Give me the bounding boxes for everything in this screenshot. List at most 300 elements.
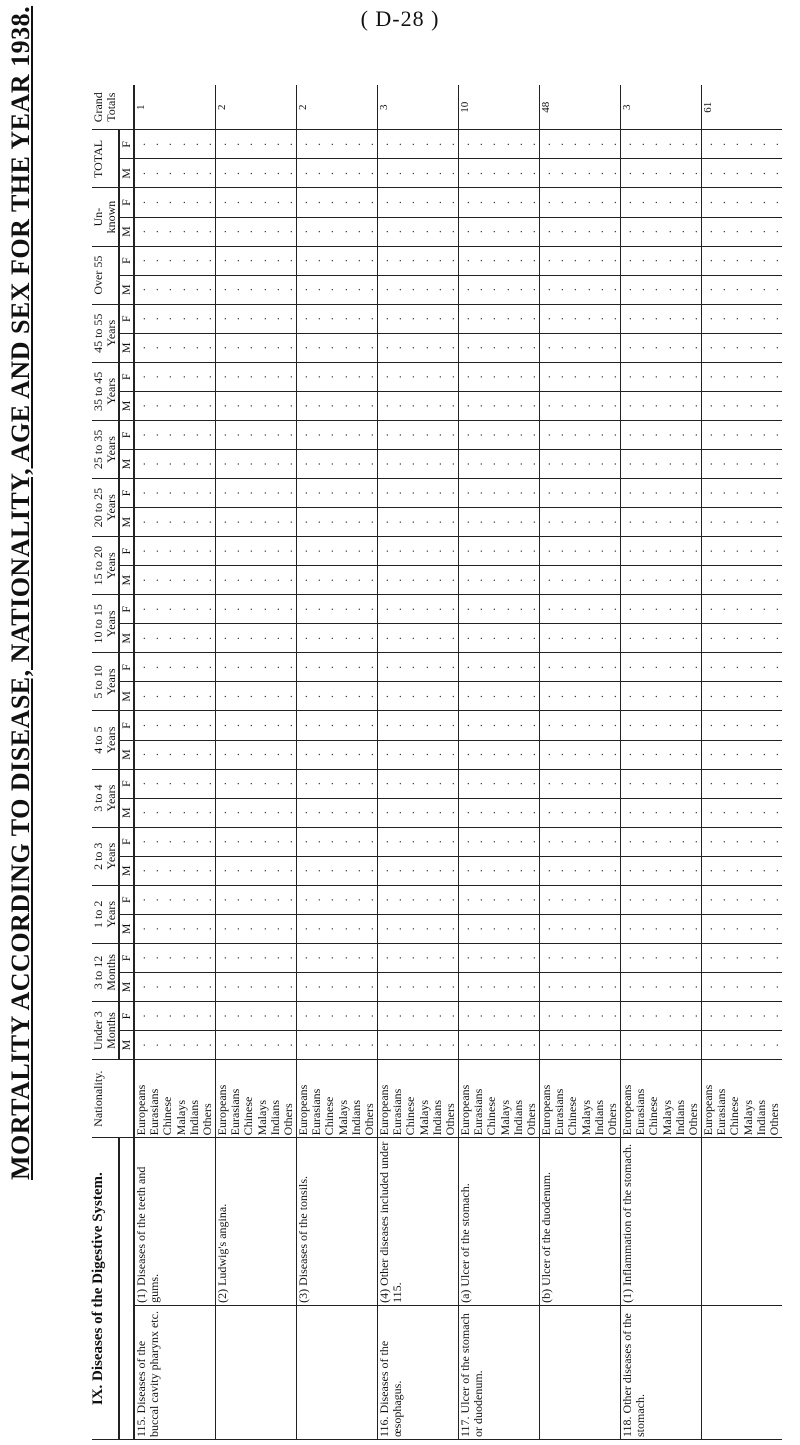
empty-dot: . <box>280 433 295 437</box>
empty-dot: . <box>740 317 755 321</box>
empty-dot: . <box>484 491 499 495</box>
empty-dot: . <box>591 811 606 815</box>
empty-dot: . <box>134 142 148 146</box>
empty-dot: . <box>659 694 674 698</box>
empty-dot: . <box>254 462 269 466</box>
empty-dot: . <box>766 375 781 379</box>
empty-dot: . <box>766 1043 781 1047</box>
empty-dot: . <box>458 462 472 466</box>
empty-dot: . <box>510 1014 525 1018</box>
empty-dot: . <box>215 171 229 175</box>
empty-dot: . <box>753 782 768 786</box>
empty-dot: . <box>377 840 391 844</box>
empty-dot: . <box>659 1014 674 1018</box>
count-cell <box>540 130 621 159</box>
count-cell <box>216 275 297 304</box>
empty-dot: . <box>348 549 363 553</box>
empty-dot: . <box>134 404 148 408</box>
empty-dot: . <box>186 1014 201 1018</box>
empty-dot: . <box>241 1043 256 1047</box>
empty-dot: . <box>442 230 457 234</box>
count-cell <box>540 420 621 449</box>
empty-dot: . <box>241 433 256 437</box>
empty-dot: . <box>241 1014 256 1018</box>
count-cell <box>702 304 783 333</box>
empty-dot: . <box>416 782 431 786</box>
count-cell <box>540 972 621 1001</box>
empty-dot: . <box>523 753 538 757</box>
empty-dot: . <box>659 898 674 902</box>
empty-dot: . <box>403 1043 418 1047</box>
empty-dot: . <box>766 404 781 408</box>
empty-dot: . <box>539 462 553 466</box>
empty-dot: . <box>510 723 525 727</box>
count-cell <box>459 537 540 566</box>
empty-dot: . <box>620 404 634 408</box>
empty-dot: . <box>484 753 499 757</box>
empty-dot: . <box>147 723 162 727</box>
empty-dot: . <box>361 230 376 234</box>
empty-dot: . <box>701 404 715 408</box>
empty-dot: . <box>280 694 295 698</box>
empty-dot: . <box>484 578 499 582</box>
count-cell <box>134 653 216 682</box>
count-cell <box>702 159 783 188</box>
empty-dot: . <box>633 956 648 960</box>
empty-dot: . <box>753 259 768 263</box>
empty-dot: . <box>578 811 593 815</box>
empty-dot: . <box>348 927 363 931</box>
empty-dot: . <box>228 1043 243 1047</box>
empty-dot: . <box>134 433 148 437</box>
empty-dot: . <box>442 869 457 873</box>
empty-dot: . <box>685 723 700 727</box>
empty-dot: . <box>714 346 729 350</box>
count-cell <box>540 159 621 188</box>
empty-dot: . <box>659 782 674 786</box>
empty-dot: . <box>309 723 324 727</box>
empty-dot: . <box>659 607 674 611</box>
empty-dot: . <box>416 142 431 146</box>
nationality-label: Indians <box>186 1099 201 1136</box>
empty-dot: . <box>416 753 431 757</box>
empty-dot: . <box>727 142 742 146</box>
count-cell <box>216 188 297 217</box>
empty-dot: . <box>714 753 729 757</box>
count-cell <box>297 479 378 508</box>
empty-dot: . <box>416 171 431 175</box>
empty-dot: . <box>458 578 472 582</box>
empty-dot: . <box>228 811 243 815</box>
empty-dot: . <box>390 1043 405 1047</box>
empty-dot: . <box>416 346 431 350</box>
empty-dot: . <box>620 1014 634 1018</box>
count-cell <box>702 1031 783 1060</box>
empty-dot: . <box>186 811 201 815</box>
empty-dot: . <box>685 230 700 234</box>
count-cell <box>459 188 540 217</box>
empty-dot: . <box>335 549 350 553</box>
empty-dot: . <box>241 375 256 379</box>
empty-dot: . <box>173 1043 188 1047</box>
count-cell <box>540 362 621 391</box>
empty-dot: . <box>280 636 295 640</box>
empty-dot: . <box>753 201 768 205</box>
empty-dot: . <box>361 375 376 379</box>
empty-dot: . <box>633 171 648 175</box>
nationality-label: Indians <box>429 1099 444 1136</box>
count-cell <box>216 885 297 914</box>
empty-dot: . <box>766 782 781 786</box>
empty-dot: . <box>267 201 282 205</box>
count-cell <box>621 769 702 798</box>
empty-dot: . <box>714 694 729 698</box>
empty-dot: . <box>215 811 229 815</box>
empty-dot: . <box>228 607 243 611</box>
empty-dot: . <box>766 433 781 437</box>
empty-dot: . <box>591 723 606 727</box>
empty-dot: . <box>523 549 538 553</box>
empty-dot: . <box>552 259 567 263</box>
empty-dot: . <box>403 404 418 408</box>
empty-dot: . <box>591 520 606 524</box>
empty-dot: . <box>497 811 512 815</box>
count-cell <box>134 769 216 798</box>
empty-dot: . <box>646 607 661 611</box>
count-cell <box>378 508 459 537</box>
empty-dot: . <box>160 171 175 175</box>
empty-dot: . <box>134 1043 148 1047</box>
empty-dot: . <box>361 811 376 815</box>
empty-dot: . <box>539 869 553 873</box>
empty-dot: . <box>753 1014 768 1018</box>
empty-dot: . <box>390 171 405 175</box>
empty-dot: . <box>565 723 580 727</box>
empty-dot: . <box>497 782 512 786</box>
empty-dot: . <box>565 956 580 960</box>
empty-dot: . <box>160 694 175 698</box>
empty-dot: . <box>484 869 499 873</box>
empty-dot: . <box>604 840 619 844</box>
disease-group-row <box>621 85 702 1440</box>
empty-dot: . <box>390 462 405 466</box>
count-cell <box>540 188 621 217</box>
empty-dot: . <box>186 985 201 989</box>
empty-dot: . <box>510 462 525 466</box>
empty-dot: . <box>620 375 634 379</box>
empty-dot: . <box>685 259 700 263</box>
empty-dot: . <box>228 375 243 379</box>
empty-dot: . <box>173 840 188 844</box>
age-header: 2 to 3 Years <box>92 827 119 885</box>
empty-dot: . <box>280 491 295 495</box>
empty-dot: . <box>173 956 188 960</box>
sex-header: F <box>119 827 134 856</box>
count-cell <box>297 362 378 391</box>
empty-dot: . <box>565 811 580 815</box>
empty-dot: . <box>510 433 525 437</box>
empty-dot: . <box>604 665 619 669</box>
empty-dot: . <box>186 171 201 175</box>
empty-dot: . <box>701 142 715 146</box>
empty-dot: . <box>215 433 229 437</box>
empty-dot: . <box>147 607 162 611</box>
empty-dot: . <box>552 607 567 611</box>
empty-dot: . <box>458 375 472 379</box>
empty-dot: . <box>322 723 337 727</box>
count-cell <box>134 130 216 159</box>
empty-dot: . <box>348 288 363 292</box>
empty-dot: . <box>309 201 324 205</box>
empty-dot: . <box>147 811 162 815</box>
empty-dot: . <box>578 491 593 495</box>
count-cell <box>216 769 297 798</box>
sex-header: M <box>119 508 134 537</box>
empty-dot: . <box>633 288 648 292</box>
empty-dot: . <box>361 462 376 466</box>
count-cell <box>459 885 540 914</box>
empty-dot: . <box>296 898 310 902</box>
empty-dot: . <box>416 578 431 582</box>
empty-dot: . <box>429 782 444 786</box>
count-cell <box>702 217 783 246</box>
count-cell <box>134 711 216 740</box>
empty-dot: . <box>348 346 363 350</box>
empty-dot: . <box>646 462 661 466</box>
empty-dot: . <box>403 230 418 234</box>
empty-dot: . <box>322 317 337 321</box>
empty-dot: . <box>510 607 525 611</box>
empty-dot: . <box>160 549 175 553</box>
empty-dot: . <box>280 230 295 234</box>
empty-dot: . <box>390 985 405 989</box>
empty-dot: . <box>429 549 444 553</box>
empty-dot: . <box>361 549 376 553</box>
empty-dot: . <box>701 346 715 350</box>
count-cell <box>459 391 540 420</box>
empty-dot: . <box>766 1014 781 1018</box>
empty-dot: . <box>701 433 715 437</box>
count-cell <box>297 566 378 595</box>
disease-main-label <box>540 1305 621 1439</box>
empty-dot: . <box>458 753 472 757</box>
count-cell <box>297 275 378 304</box>
count-cell <box>459 566 540 595</box>
empty-dot: . <box>701 840 715 844</box>
empty-dot: . <box>714 840 729 844</box>
count-cell <box>621 159 702 188</box>
empty-dot: . <box>335 782 350 786</box>
count-cell <box>540 275 621 304</box>
empty-dot: . <box>160 317 175 321</box>
empty-dot: . <box>429 898 444 902</box>
empty-dot: . <box>646 317 661 321</box>
count-cell <box>134 1002 216 1031</box>
nationality-label: Chinese <box>484 1096 499 1136</box>
empty-dot: . <box>510 317 525 321</box>
count-cell <box>378 682 459 711</box>
blank-header <box>119 1138 134 1440</box>
empty-dot: . <box>280 1014 295 1018</box>
empty-dot: . <box>565 317 580 321</box>
empty-dot: . <box>484 694 499 698</box>
empty-dot: . <box>620 346 634 350</box>
empty-dot: . <box>173 259 188 263</box>
empty-dot: . <box>390 753 405 757</box>
empty-dot: . <box>685 694 700 698</box>
empty-dot: . <box>199 927 214 931</box>
empty-dot: . <box>523 171 538 175</box>
empty-dot: . <box>416 1043 431 1047</box>
count-cell <box>540 885 621 914</box>
empty-dot: . <box>471 753 486 757</box>
count-cell <box>297 885 378 914</box>
empty-dot: . <box>296 1014 310 1018</box>
empty-dot: . <box>215 665 229 669</box>
count-cell <box>702 740 783 769</box>
nationality-label: Indians <box>267 1099 282 1136</box>
empty-dot: . <box>685 956 700 960</box>
empty-dot: . <box>646 723 661 727</box>
empty-dot: . <box>497 433 512 437</box>
empty-dot: . <box>591 288 606 292</box>
disease-sub-label <box>702 1138 783 1306</box>
empty-dot: . <box>766 578 781 582</box>
empty-dot: . <box>471 985 486 989</box>
empty-dot: . <box>335 375 350 379</box>
empty-dot: . <box>685 288 700 292</box>
empty-dot: . <box>740 433 755 437</box>
disease-main-label: 118. Other diseases of the stomach. <box>621 1305 702 1439</box>
count-cell <box>297 217 378 246</box>
empty-dot: . <box>510 171 525 175</box>
count-cell <box>216 624 297 653</box>
empty-dot: . <box>322 404 337 408</box>
empty-dot: . <box>228 723 243 727</box>
grand-total-value: 2 <box>297 85 378 130</box>
empty-dot: . <box>539 840 553 844</box>
empty-dot: . <box>134 956 148 960</box>
empty-dot: . <box>309 171 324 175</box>
empty-dot: . <box>766 201 781 205</box>
empty-dot: . <box>416 607 431 611</box>
empty-dot: . <box>727 927 742 931</box>
count-cell <box>216 508 297 537</box>
empty-dot: . <box>186 259 201 263</box>
empty-dot: . <box>659 1043 674 1047</box>
empty-dot: . <box>458 1043 472 1047</box>
empty-dot: . <box>348 230 363 234</box>
empty-dot: . <box>539 753 553 757</box>
empty-dot: . <box>604 956 619 960</box>
empty-dot: . <box>390 142 405 146</box>
empty-dot: . <box>672 753 687 757</box>
empty-dot: . <box>552 201 567 205</box>
empty-dot: . <box>134 491 148 495</box>
empty-dot: . <box>390 346 405 350</box>
empty-dot: . <box>646 985 661 989</box>
empty-dot: . <box>322 171 337 175</box>
empty-dot: . <box>280 985 295 989</box>
empty-dot: . <box>633 1014 648 1018</box>
age-header: 4 to 5 Years <box>92 711 119 769</box>
empty-dot: . <box>390 375 405 379</box>
empty-dot: . <box>442 171 457 175</box>
empty-dot: . <box>740 869 755 873</box>
empty-dot: . <box>497 607 512 611</box>
sex-header: M <box>119 1031 134 1060</box>
empty-dot: . <box>633 259 648 263</box>
empty-dot: . <box>361 956 376 960</box>
empty-dot: . <box>147 462 162 466</box>
nationality-label: Eurasians <box>390 1088 405 1136</box>
empty-dot: . <box>510 869 525 873</box>
empty-dot: . <box>484 665 499 669</box>
empty-dot: . <box>309 549 324 553</box>
empty-dot: . <box>429 927 444 931</box>
empty-dot: . <box>173 462 188 466</box>
empty-dot: . <box>672 607 687 611</box>
empty-dot: . <box>685 404 700 408</box>
count-cell <box>540 798 621 827</box>
empty-dot: . <box>672 665 687 669</box>
empty-dot: . <box>228 782 243 786</box>
empty-dot: . <box>701 985 715 989</box>
empty-dot: . <box>766 898 781 902</box>
empty-dot: . <box>416 491 431 495</box>
empty-dot: . <box>672 201 687 205</box>
disease-main-label <box>216 1305 297 1439</box>
empty-dot: . <box>186 723 201 727</box>
empty-dot: . <box>727 636 742 640</box>
empty-dot: . <box>199 433 214 437</box>
empty-dot: . <box>296 142 310 146</box>
empty-dot: . <box>403 433 418 437</box>
empty-dot: . <box>322 549 337 553</box>
empty-dot: . <box>753 636 768 640</box>
empty-dot: . <box>701 956 715 960</box>
count-cell <box>621 1002 702 1031</box>
sex-header: M <box>119 624 134 653</box>
count-cell <box>216 566 297 595</box>
count-cell <box>297 740 378 769</box>
empty-dot: . <box>429 346 444 350</box>
count-cell <box>540 391 621 420</box>
count-cell <box>459 304 540 333</box>
empty-dot: . <box>591 578 606 582</box>
empty-dot: . <box>199 171 214 175</box>
empty-dot: . <box>160 665 175 669</box>
empty-dot: . <box>348 491 363 495</box>
empty-dot: . <box>497 1014 512 1018</box>
empty-dot: . <box>753 985 768 989</box>
empty-dot: . <box>241 694 256 698</box>
empty-dot: . <box>241 840 256 844</box>
empty-dot: . <box>322 694 337 698</box>
empty-dot: . <box>578 317 593 321</box>
empty-dot: . <box>753 317 768 321</box>
empty-dot: . <box>753 549 768 553</box>
empty-dot: . <box>753 520 768 524</box>
empty-dot: . <box>727 346 742 350</box>
empty-dot: . <box>727 317 742 321</box>
empty-dot: . <box>147 491 162 495</box>
empty-dot: . <box>173 753 188 757</box>
count-cell <box>621 217 702 246</box>
nationality-label: Indians <box>510 1099 525 1136</box>
count-cell <box>702 508 783 537</box>
count-cell <box>297 769 378 798</box>
